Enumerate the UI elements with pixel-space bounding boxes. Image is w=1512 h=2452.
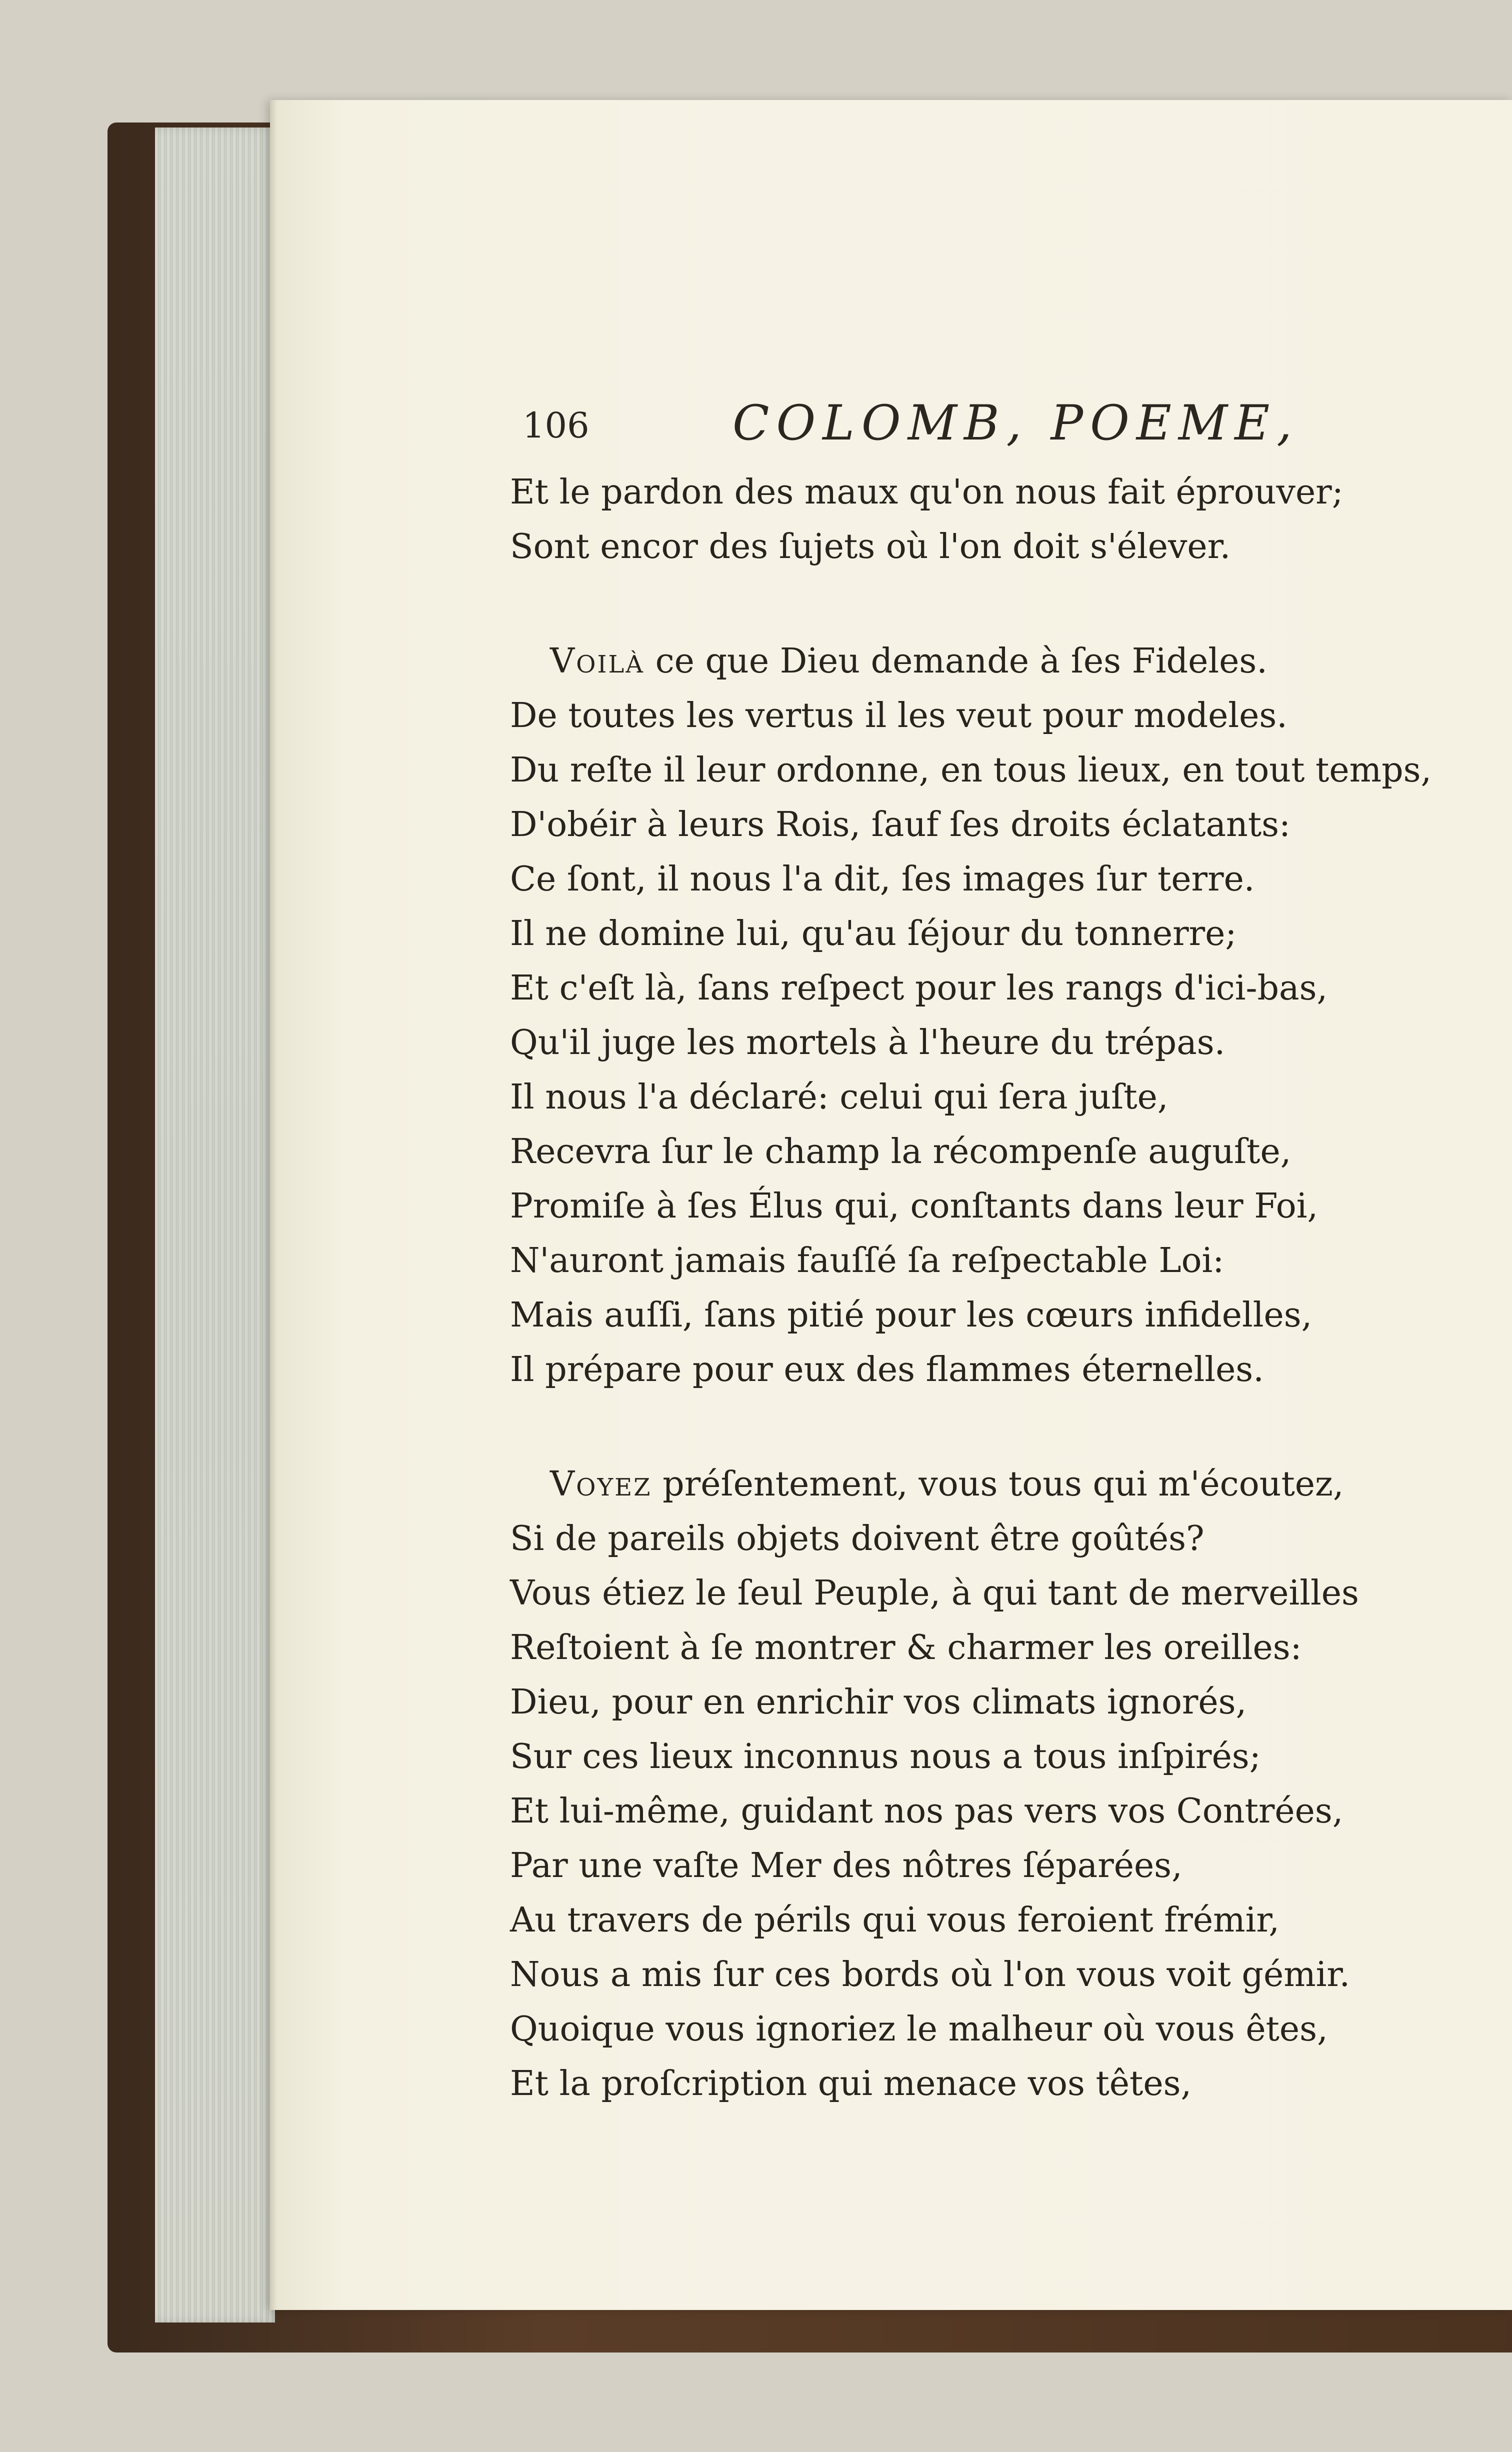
stanza: [510, 465, 1510, 574]
verse-line-rest: préſentement, vous tous qui m'écoutez,: [652, 1464, 1344, 1504]
verse-line: [510, 634, 1510, 688]
verse-line: Dieu, pour en enrichir vos climats ignorés,: [510, 1682, 1247, 1722]
verse-line: Quoique vous ignoriez le malheur où vous êtes,: [510, 2010, 1328, 2049]
verse-line: Au travers de périls qui vous feroient frémir,: [510, 1900, 1280, 1940]
verse-line: Sur ces lieux inconnus nous a tous inſpirés;: [510, 1737, 1261, 1776]
verse-line: Du reſte il leur ordonne, en tous lieux, en tout temps,: [510, 750, 1432, 790]
page-gutter: [270, 100, 277, 2310]
verse-line: Et c'eſt là, ſans reſpect pour les rangs d'ici-bas,: [510, 968, 1328, 1008]
page-number: 106: [522, 405, 590, 446]
stanza-first-word: Voilà: [550, 642, 644, 681]
verse-line: Et la proſcription qui menace vos têtes,: [510, 2064, 1192, 2104]
book-page: [270, 100, 1512, 2310]
verse-line: Vous étiez le ſeul Peuple, à qui tant de merveilles: [510, 1574, 1359, 1613]
verse-line: Il prépare pour eux des flammes éternelles.: [510, 1350, 1264, 1390]
verse-line: Et le pardon des maux qu'on nous fait éprouver;: [510, 472, 1344, 512]
verse-line: Qu'il juge les mortels à l'heure du trépas.: [510, 1023, 1226, 1062]
verse-line: Promiſe à ſes Élus qui, conſtants dans leur Foi,: [510, 1186, 1318, 1226]
verse-line: Par une vaſte Mer des nôtres ſéparées,: [510, 1846, 1182, 1886]
stanza: [510, 1457, 1510, 2111]
verse-line: Mais auſſi, ſans pitié pour les cœurs infidelles,: [510, 1296, 1312, 1335]
verse-line: [510, 1457, 1510, 1512]
stanza-first-word: Voyez: [550, 1464, 652, 1504]
poem-text: [510, 465, 1510, 2111]
page-edges: [155, 128, 275, 2322]
verse-line: Il nous l'a déclaré: celui qui ſera juſte,: [510, 1078, 1168, 1117]
verse-line: Reſtoient à ſe montrer & charmer les oreilles:: [510, 1628, 1302, 1668]
verse-line: Nous a mis ſur ces bords où l'on vous voit gémir.: [510, 1955, 1350, 1994]
verse-line: Sont encor des ſujets où l'on doit s'élever.: [510, 527, 1231, 566]
verse-line-rest: ce que Dieu demande à ſes Fideles.: [644, 642, 1268, 681]
verse-line: De toutes les vertus il les veut pour modeles.: [510, 696, 1288, 736]
stanza: [510, 634, 1510, 1397]
page-header: [522, 395, 1512, 455]
verse-line: Recevra ſur le champ la récompenſe auguſte,: [510, 1132, 1292, 1172]
verse-line: Et lui-même, guidant nos pas vers vos Contrées,: [510, 1792, 1344, 1831]
running-title: COLOMB, POEME,: [732, 395, 1299, 451]
verse-line: N'auront jamais fauſſé ſa reſpectable Loi:: [510, 1241, 1224, 1280]
verse-line: Il ne domine lui, qu'au ſéjour du tonnerre;: [510, 914, 1237, 954]
verse-line: D'obéir à leurs Rois, ſauf ſes droits éclatants:: [510, 805, 1290, 844]
verse-line: Ce ſont, il nous l'a dit, ſes images ſur terre.: [510, 860, 1255, 899]
verse-line: Si de pareils objets doivent être goûtés?: [510, 1519, 1204, 1558]
